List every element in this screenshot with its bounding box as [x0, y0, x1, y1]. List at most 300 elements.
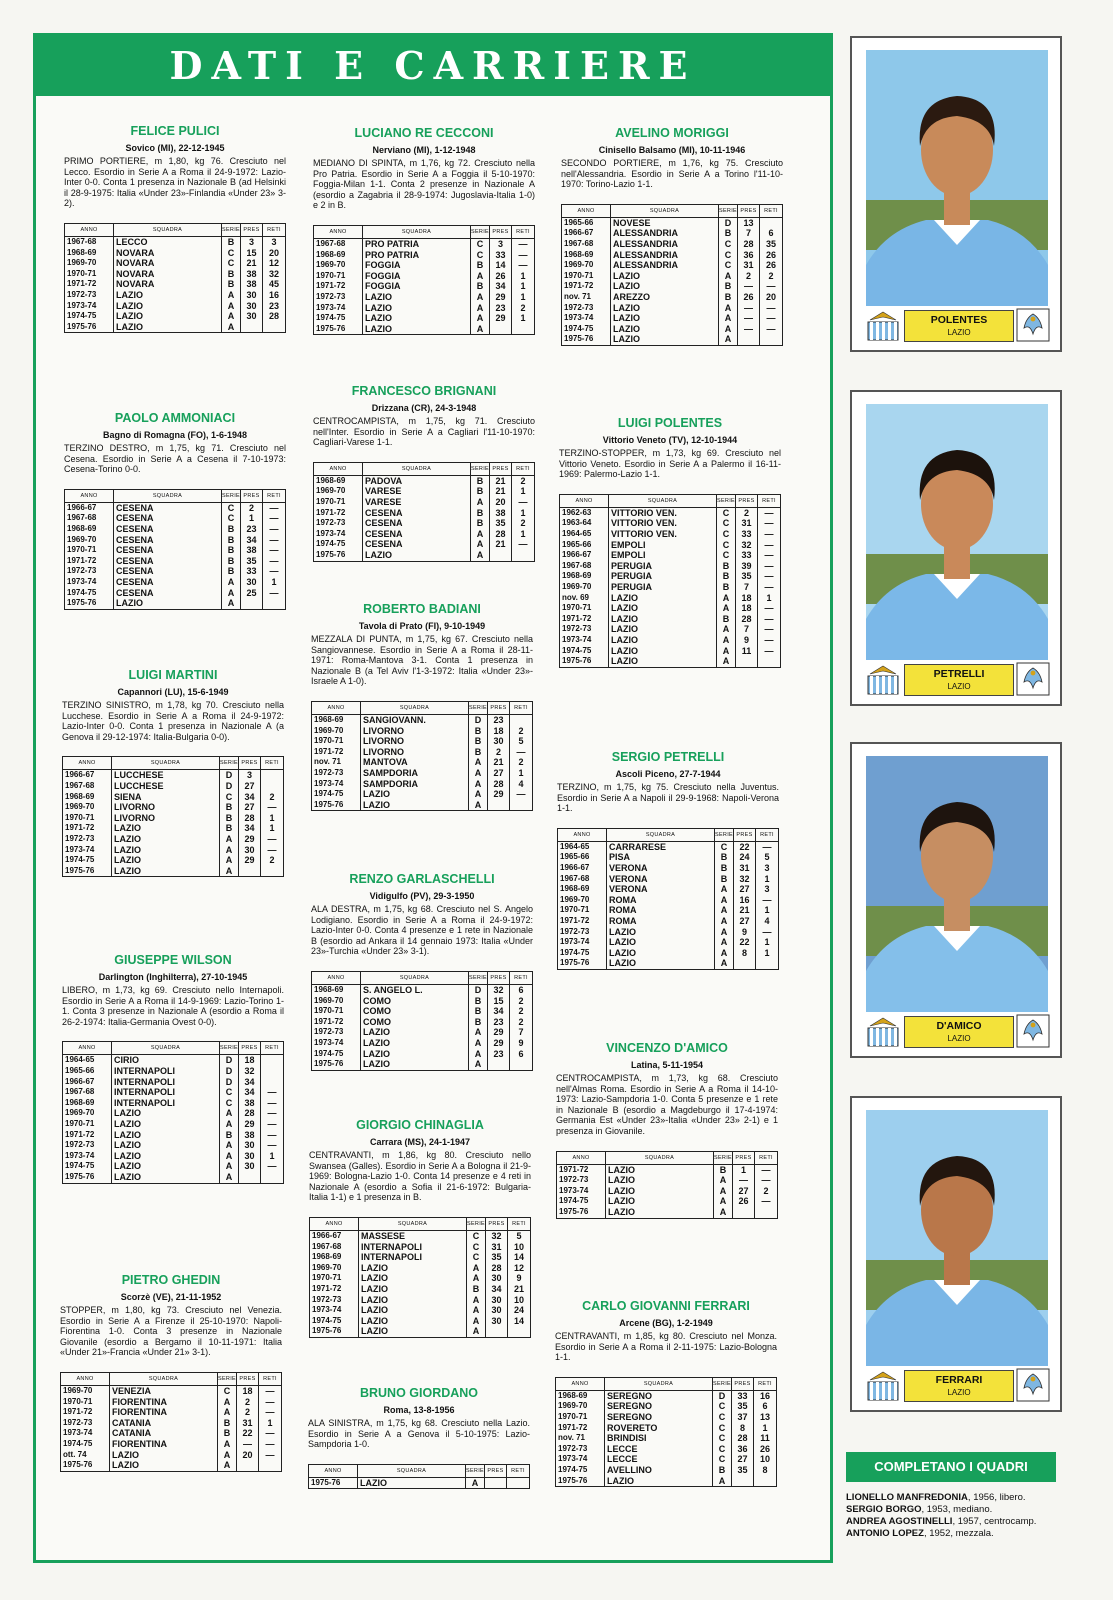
table-cell: 33 [732, 1390, 754, 1401]
table-cell: 1 [756, 937, 779, 948]
table-cell: VENEZIA [110, 1385, 218, 1396]
table-cell: LAZIO [359, 1273, 467, 1284]
table-cell: LAZIO [606, 1164, 714, 1175]
table-cell: 1974-75 [65, 311, 114, 322]
table-row [562, 260, 783, 271]
table-cell: 35 [490, 518, 512, 529]
career-table [64, 489, 286, 610]
table-cell: — [756, 841, 779, 852]
table-cell: — [738, 313, 760, 324]
table-cell: 18 [736, 603, 758, 614]
player-entry [64, 124, 286, 333]
table-cell [754, 1476, 777, 1487]
table-cell: A [466, 1326, 485, 1337]
table-cell: 38 [239, 1130, 261, 1141]
table-cell: A [221, 301, 240, 312]
table-cell: LAZIO [110, 1450, 218, 1461]
table-cell: 1970-71 [63, 813, 112, 824]
table-cell: 28 [738, 239, 760, 250]
table-cell [241, 322, 263, 333]
column-header-reti: RETI [261, 757, 284, 770]
table-cell: — [758, 582, 781, 593]
table-cell: 1 [512, 292, 535, 303]
table-cell: A [466, 1295, 485, 1306]
table-cell: B [466, 1284, 485, 1295]
table-row [65, 588, 286, 599]
column-header-reti: RETI [263, 223, 286, 236]
table-cell: 27 [239, 781, 261, 792]
table-row [63, 1108, 284, 1119]
column-header-serie: SERIE [713, 1151, 732, 1164]
table-cell: VERONA [607, 863, 715, 874]
table-cell: LAZIO [609, 635, 717, 646]
table-cell: 1972-73 [562, 303, 611, 314]
table-cell: C [219, 1087, 238, 1098]
table-cell: 1975-76 [562, 334, 611, 345]
table-cell: — [263, 502, 286, 513]
column-header-serie: SERIE [470, 225, 489, 238]
table-row [310, 1263, 531, 1274]
table-cell: SAMPDORIA [361, 779, 469, 790]
table-cell: 1966-67 [310, 1230, 359, 1241]
table-cell: PRO PATRIA [363, 250, 471, 261]
table-cell [758, 656, 781, 667]
table-row [562, 239, 783, 250]
table-row [562, 313, 783, 324]
table-cell: ALESSANDRIA [611, 228, 719, 239]
table-cell: 1973-74 [310, 1305, 359, 1316]
table-cell [239, 1172, 261, 1183]
lazio-crest-icon [866, 662, 900, 696]
table-cell: 31 [738, 260, 760, 271]
table-row [314, 250, 535, 261]
table-row [61, 1397, 282, 1408]
table-cell: 38 [241, 279, 263, 290]
table-cell: 1 [261, 813, 284, 824]
table-cell: 1972-73 [558, 927, 607, 938]
table-row [310, 1295, 531, 1306]
table-row [63, 1055, 284, 1066]
table-cell: 28 [488, 779, 510, 790]
table-cell: 1975-76 [314, 324, 363, 335]
table-row [558, 874, 779, 885]
table-cell: — [263, 524, 286, 535]
player-birth: Vidigulfo (PV), 29-3-1950 [369, 891, 475, 901]
table-cell: 32 [488, 984, 510, 995]
table-cell: 30 [241, 311, 263, 322]
table-cell: 14 [508, 1252, 531, 1263]
table-cell: LAZIO [114, 311, 222, 322]
sticker-player-name: FERRARI [935, 1374, 983, 1386]
column-header-reti: RETI [512, 462, 535, 475]
table-cell: LAZIO [606, 1186, 714, 1197]
table-cell: 1967-68 [562, 239, 611, 250]
table-row [560, 614, 781, 625]
player-name: RENZO GARLASCHELLI [349, 872, 495, 886]
player-photo [866, 756, 1048, 1012]
table-cell: 22 [237, 1428, 259, 1439]
table-cell: A [221, 311, 240, 322]
table-cell: 7 [510, 1027, 533, 1038]
table-cell: B [714, 863, 733, 874]
table-row [312, 1027, 533, 1038]
table-cell: — [758, 614, 781, 625]
table-cell: A [470, 313, 489, 324]
table-row [63, 1087, 284, 1098]
table-cell: AREZZO [611, 292, 719, 303]
table-cell: 34 [239, 823, 261, 834]
table-cell: 1969-70 [312, 996, 361, 1007]
table-cell: LAZIO [361, 1059, 469, 1070]
table-cell: C [221, 502, 240, 513]
table-row [63, 1066, 284, 1077]
player-bio: CENTRAVANTI, m 1,86, kg 80. Cresciuto nello Swansea (Galles). Esordio in Serie A a Bologna il 21-9-1969: Bologna-Lazio 1-0. Conta 14 presenze e 4 reti in Nazionale A (esordio a Sofia il 21-6-1972: Bulgaria-Italia 1-1) e 1 presenza in B. [309, 1150, 531, 1203]
table-cell: A [470, 550, 489, 561]
table-cell: LAZIO [112, 1161, 220, 1172]
sticker-card [850, 36, 1062, 352]
table-cell: FOGGIA [363, 271, 471, 282]
table-row [556, 1390, 777, 1401]
table-cell [259, 1460, 282, 1471]
table-cell: 2 [510, 1006, 533, 1017]
table-row [312, 800, 533, 811]
column-header-anno: ANNO [309, 1464, 358, 1477]
table-cell: 18 [239, 1055, 261, 1066]
table-cell: A [466, 1316, 485, 1327]
table-cell: FIORENTINA [110, 1397, 218, 1408]
table-cell: D [468, 714, 487, 725]
table-row [63, 792, 284, 803]
completano-heading: COMPLETANO I QUADRI [846, 1452, 1056, 1482]
table-cell: — [261, 1098, 284, 1109]
table-cell: C [466, 1252, 485, 1263]
table-cell: EMPOLI [609, 550, 717, 561]
table-cell: 1974-75 [310, 1316, 359, 1327]
table-cell: 1972-73 [557, 1175, 606, 1186]
table-cell: 30 [488, 736, 510, 747]
table-cell: 12 [508, 1263, 531, 1274]
table-row [65, 236, 286, 247]
table-cell: 2 [510, 1017, 533, 1028]
table-row [312, 757, 533, 768]
table-cell: 35 [736, 571, 758, 582]
table-cell: 1968-69 [310, 1252, 359, 1263]
table-cell: 1971-72 [314, 508, 363, 519]
table-row [63, 855, 284, 866]
table-row [558, 852, 779, 863]
table-row [63, 1140, 284, 1151]
career-table [556, 1151, 778, 1219]
table-cell: 26 [733, 1196, 755, 1207]
table-cell: 1969-70 [63, 1108, 112, 1119]
table-cell: 20 [237, 1450, 259, 1461]
table-cell: 1974-75 [63, 855, 112, 866]
column-header-squadra: SQUADRA [363, 225, 471, 238]
table-cell: LAZIO [609, 646, 717, 657]
table-header [314, 462, 535, 475]
sticker-nameplate [904, 664, 1014, 696]
table-cell: A [221, 598, 240, 609]
table-cell: — [758, 529, 781, 540]
table-cell: LAZIO [609, 614, 717, 625]
column-header-anno: ANNO [310, 1217, 359, 1230]
player-bio: SECONDO PORTIERE, m 1,76, kg 75. Cresciuto nell'Alessandria. Esordio in Serie A a Torino l'11-10-1970: Torino-Lazio 1-1. [561, 158, 783, 190]
table-cell: LAZIO [114, 598, 222, 609]
table-row [314, 303, 535, 314]
table-cell: B [221, 236, 240, 247]
table-cell: B [716, 582, 735, 593]
player-photo [866, 404, 1048, 660]
table-row [314, 292, 535, 303]
table-cell: LAZIO [609, 603, 717, 614]
column-header-anno: ANNO [65, 489, 114, 502]
table-cell: — [237, 1439, 259, 1450]
table-cell: — [758, 518, 781, 529]
player-birth: Nerviano (MI), 1-12-1948 [372, 145, 476, 155]
table-row [310, 1230, 531, 1241]
table-row [560, 561, 781, 572]
table-cell: LAZIO [363, 313, 471, 324]
table-cell: 23 [488, 714, 510, 725]
table-row [556, 1401, 777, 1412]
player-name: AVELINO MORIGGI [615, 126, 729, 140]
table-cell: 1971-72 [556, 1423, 605, 1434]
table-cell: — [261, 1130, 284, 1141]
table-cell: 7 [736, 582, 758, 593]
table-row [310, 1252, 531, 1263]
table-row [63, 1161, 284, 1172]
player-bio: TERZINO, m 1,75, kg 75. Cresciuto nella Juventus. Esordio in Serie A a Napoli il 29-9-1968: Napoli-Verona 1-1. [557, 782, 779, 814]
table-cell: LAZIO [114, 301, 222, 312]
table-cell: LAZIO [611, 281, 719, 292]
table-cell: FOGGIA [363, 260, 471, 271]
table-cell: — [263, 513, 286, 524]
table-cell: 1972-73 [63, 834, 112, 845]
table-row [65, 279, 286, 290]
table-cell: 34 [239, 792, 261, 803]
table-cell: C [712, 1444, 731, 1455]
table-cell: 20 [760, 292, 783, 303]
table-cell: 2 [512, 475, 535, 486]
table-cell: 1969-70 [312, 726, 361, 737]
table-cell: 1 [512, 281, 535, 292]
table-row [65, 535, 286, 546]
table-cell: A [718, 303, 737, 314]
table-header [312, 701, 533, 714]
table-cell [261, 770, 284, 781]
table-row [65, 566, 286, 577]
table-cell: 1971-72 [63, 823, 112, 834]
column-header-squadra: SQUADRA [114, 223, 222, 236]
column-header-squadra: SQUADRA [361, 971, 469, 984]
career-table [64, 223, 286, 333]
table-cell: 2 [488, 747, 510, 758]
sticker-nameplate [904, 1016, 1014, 1048]
table-cell: LAZIO [363, 550, 471, 561]
table-header [63, 1042, 284, 1055]
table-cell: 16 [263, 290, 286, 301]
table-cell: 14 [508, 1316, 531, 1327]
table-cell: 1973-74 [560, 635, 609, 646]
table-cell: 1971-72 [65, 279, 114, 290]
table-cell: 23 [263, 301, 286, 312]
column-header-reti: RETI [760, 204, 783, 217]
table-cell: 1 [512, 486, 535, 497]
table-cell: 1 [512, 271, 535, 282]
table-cell: A [470, 292, 489, 303]
table-row [63, 1151, 284, 1162]
career-table [309, 1217, 531, 1338]
table-cell: LIVORNO [112, 813, 220, 824]
table-row [310, 1242, 531, 1253]
table-cell: LAZIO [358, 1477, 466, 1489]
table-cell: — [760, 303, 783, 314]
column-header-reti: RETI [755, 1151, 778, 1164]
table-cell: nov. 69 [560, 593, 609, 604]
column-header-anno: ANNO [556, 1377, 605, 1390]
sticker-club-name: LAZIO [947, 682, 971, 691]
table-cell: 18 [488, 726, 510, 737]
table-cell: — [755, 1164, 778, 1175]
table-cell: B [470, 486, 489, 497]
table-cell: A [716, 624, 735, 635]
table-cell: 1 [261, 823, 284, 834]
table-cell: 1971-72 [63, 1130, 112, 1141]
column-header-reti: RETI [507, 1464, 530, 1477]
table-cell: 2 [512, 518, 535, 529]
table-row [312, 779, 533, 790]
table-cell: LAZIO [112, 1119, 220, 1130]
table-cell: 1972-73 [61, 1418, 110, 1429]
table-cell: LAZIO [112, 845, 220, 856]
table-cell: — [261, 1140, 284, 1151]
table-cell: INTERNAPOLI [112, 1098, 220, 1109]
table-cell: 3 [263, 236, 286, 247]
table-cell: CESENA [114, 545, 222, 556]
table-cell [512, 324, 535, 335]
table-cell: 15 [241, 248, 263, 259]
column-header-pres: PRES [488, 701, 510, 714]
table-cell: 22 [734, 841, 756, 852]
table-cell: 32 [734, 874, 756, 885]
table-cell: 1 [512, 508, 535, 519]
table-cell: 30 [486, 1273, 508, 1284]
table-cell: 1 [733, 1164, 755, 1175]
table-row [312, 1059, 533, 1070]
table-cell: A [468, 757, 487, 768]
table-cell: 34 [239, 1087, 261, 1098]
eagle-icon [1016, 308, 1050, 342]
sticker-card [850, 1096, 1062, 1412]
table-row [65, 524, 286, 535]
table-cell [510, 714, 533, 725]
table-cell: B [470, 281, 489, 292]
table-cell: A [714, 905, 733, 916]
table-cell: LIVORNO [361, 736, 469, 747]
table-cell: 29 [490, 313, 512, 324]
player-birth: Drizzana (CR), 24-3-1948 [371, 403, 477, 413]
player-entry [64, 411, 286, 610]
column-header-serie: SERIE [712, 1377, 731, 1390]
table-cell: CARRARESE [607, 841, 715, 852]
table-header [309, 1464, 530, 1477]
table-cell: 7 [738, 228, 760, 239]
table-cell: 16 [734, 895, 756, 906]
table-row [65, 513, 286, 524]
table-cell: B [470, 260, 489, 271]
table-cell: 30 [239, 1161, 261, 1172]
table-cell: 1972-73 [556, 1444, 605, 1455]
table-cell: LAZIO [611, 303, 719, 314]
table-cell: BRINDISI [605, 1433, 713, 1444]
table-cell: LAZIO [112, 1130, 220, 1141]
table-cell: 29 [488, 1027, 510, 1038]
player-name: LUCIANO RE CECCONI [354, 126, 494, 140]
table-cell: nov. 71 [562, 292, 611, 303]
table-cell [237, 1460, 259, 1471]
career-table [311, 971, 533, 1071]
table-cell: 1973-74 [61, 1428, 110, 1439]
table-cell: 1972-73 [312, 768, 361, 779]
table-cell: 1968-69 [63, 1098, 112, 1109]
column-header-anno: ANNO [562, 204, 611, 217]
table-row [61, 1450, 282, 1461]
table-cell: D [468, 984, 487, 995]
table-cell: CESENA [114, 588, 222, 599]
table-cell [263, 322, 286, 333]
table-cell: 1965-66 [558, 852, 607, 863]
column-header-squadra: SQUADRA [606, 1151, 714, 1164]
table-cell: LAZIO [112, 1172, 220, 1183]
table-row [314, 260, 535, 271]
table-cell: — [738, 281, 760, 292]
table-cell: C [221, 258, 240, 269]
lazio-crest-icon [866, 308, 900, 342]
table-row [63, 845, 284, 856]
table-cell: 1974-75 [558, 948, 607, 959]
column-header-pres: PRES [488, 971, 510, 984]
table-row [65, 311, 286, 322]
table-row [314, 238, 535, 249]
table-cell: CESENA [363, 529, 471, 540]
table-cell: 6 [754, 1401, 777, 1412]
table-cell: D [219, 1077, 238, 1088]
table-cell: B [219, 802, 238, 813]
table-cell: — [758, 571, 781, 582]
table-cell: B [468, 1017, 487, 1028]
table-cell: 1973-74 [312, 779, 361, 790]
table-cell: 1 [261, 1151, 284, 1162]
table-cell: 32 [263, 269, 286, 280]
table-cell: 34 [490, 281, 512, 292]
player-entry [559, 416, 781, 668]
table-cell: B [718, 292, 737, 303]
table-cell: 1966-67 [63, 1077, 112, 1088]
table-cell: — [259, 1385, 282, 1396]
table-cell: 3 [756, 863, 779, 874]
table-cell: 1969-70 [65, 535, 114, 546]
table-cell: D [219, 781, 238, 792]
table-cell: C [714, 841, 733, 852]
table-cell: FOGGIA [363, 281, 471, 292]
table-cell: 1974-75 [61, 1439, 110, 1450]
table-cell: A [470, 271, 489, 282]
table-cell: — [758, 624, 781, 635]
table-cell: A [714, 884, 733, 895]
table-cell: 1975-76 [560, 656, 609, 667]
column-header-serie: SERIE [465, 1464, 484, 1477]
table-cell: 10 [508, 1295, 531, 1306]
